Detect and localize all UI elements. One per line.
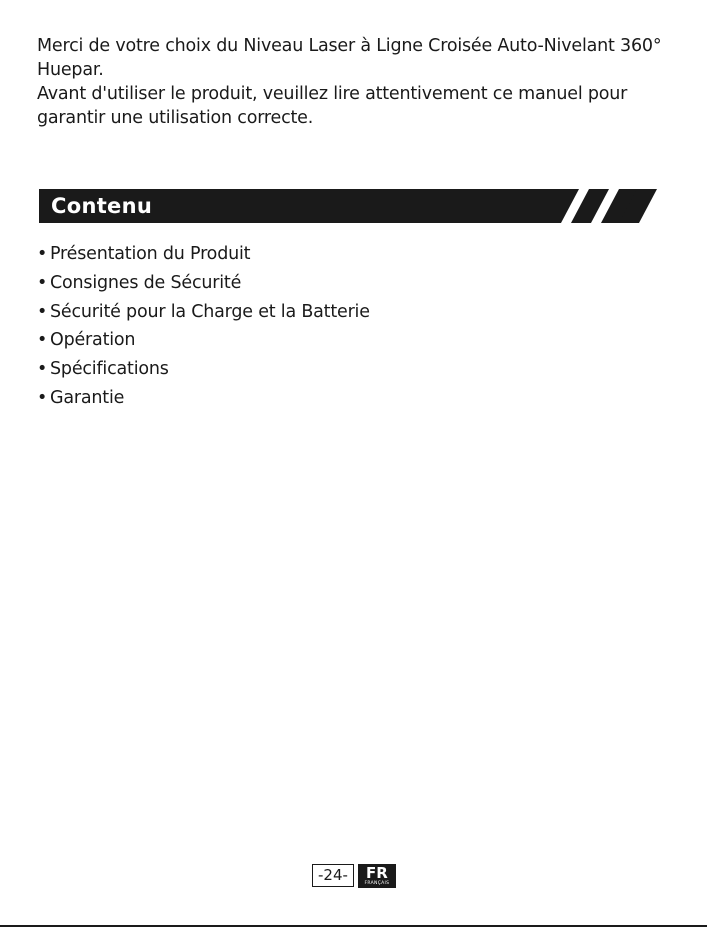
list-item-label: Consignes de Sécurité <box>50 272 242 293</box>
page-number: -24- <box>312 864 354 887</box>
list-item-label: Spécifications <box>50 359 169 380</box>
section-title: Contenu <box>51 194 153 218</box>
list-item-label: Sécurité pour la Charge et la Batterie <box>50 301 370 322</box>
bullet: • <box>37 272 48 293</box>
list-item <box>37 269 370 298</box>
language-badge <box>358 864 396 888</box>
list-item <box>37 355 370 384</box>
contents-list <box>37 240 370 413</box>
list-item <box>37 384 370 413</box>
bullet: • <box>37 301 48 322</box>
bullet: • <box>37 330 48 351</box>
list-item <box>37 240 370 269</box>
language-code: FR <box>366 864 388 882</box>
intro-paragraph-instructions: Avant d'utiliser le produit, veuillez lire attentivement ce manuel pour garantir une utilisation correcte. <box>37 84 628 128</box>
language-name: FRANÇAIS <box>364 881 390 886</box>
page-footer <box>312 864 396 888</box>
list-item-label: Opération <box>50 330 136 351</box>
intro-paragraph-thanks: Merci de votre choix du Niveau Laser à Ligne Croisée Auto-Nivelant 360° Huepar. <box>37 36 662 80</box>
list-item <box>37 298 370 327</box>
stripe-1 <box>541 189 579 223</box>
list-item-label: Présentation du Produit <box>50 244 251 264</box>
list-item <box>37 326 370 355</box>
list-item-label: Garantie <box>50 387 125 408</box>
bullet: • <box>37 359 48 380</box>
stripe-2 <box>571 189 609 223</box>
bullet: • <box>37 387 48 408</box>
bullet: • <box>37 244 48 264</box>
intro-text <box>37 34 677 130</box>
section-header-contents <box>39 189 659 223</box>
